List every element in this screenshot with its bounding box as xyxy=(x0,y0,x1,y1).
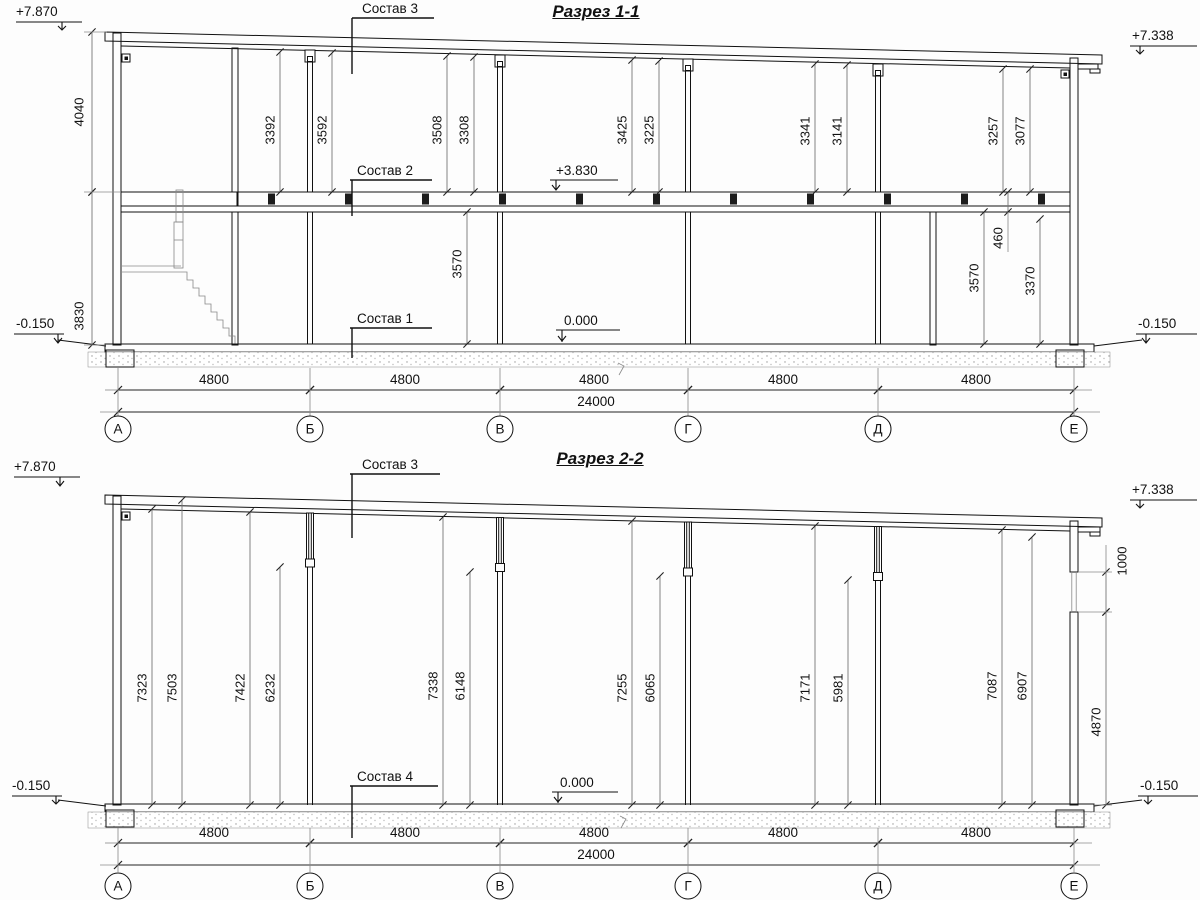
section1-bay-dim: 3141 xyxy=(829,116,845,146)
section2-bay-dim: 5981 xyxy=(830,673,846,703)
section1-axis-g: Г xyxy=(684,421,692,437)
section1-bay-dim: 3392 xyxy=(262,115,278,145)
section2-bay-dim: 7503 xyxy=(164,673,180,703)
section2-elev-top-right: +7.338 xyxy=(1132,482,1174,497)
section2-span-dim: 4800 xyxy=(198,825,230,840)
section2-axis-v: В xyxy=(495,878,505,894)
section2-bay-dim: 6232 xyxy=(262,673,278,703)
section1-dim-clear-right2: 3370 xyxy=(1022,266,1038,296)
section1-dim-clear-mid: 3570 xyxy=(449,249,465,279)
section2-bay-dim: 6065 xyxy=(642,673,658,703)
section1-span-dim: 4800 xyxy=(960,372,992,387)
section2-bay-dim: 7171 xyxy=(797,673,813,703)
section2-bay-dim: 6907 xyxy=(1014,671,1030,701)
section1-axis-v: В xyxy=(495,421,505,437)
section1-elev-bottom-right: -0.150 xyxy=(1138,316,1177,331)
section2-bay-dim: 7338 xyxy=(425,671,441,701)
section1-span-dim: 4800 xyxy=(198,372,230,387)
section1-layer-label-2: Состав 2 xyxy=(357,163,413,178)
section1-dim-story-lower: 3830 xyxy=(71,301,87,331)
section2-elev-bottom-right: -0.150 xyxy=(1140,778,1179,793)
section1-elev-top-left: +7.870 xyxy=(16,4,58,19)
section1-dim-clear-right: 3570 xyxy=(966,263,982,293)
section1-bay-dim: 3508 xyxy=(429,115,445,145)
section1-title: Разрез 1-1 xyxy=(552,2,640,21)
section1-layer-label-1: Состав 1 xyxy=(357,311,413,326)
section1-bay-dim: 3257 xyxy=(985,116,1001,146)
section1-bay-dim: 3341 xyxy=(797,116,813,146)
section2-axis-g: Г xyxy=(684,878,692,894)
section2-elev-top-left: +7.870 xyxy=(14,459,56,474)
section1-elev-floor: 0.000 xyxy=(564,313,598,328)
section1-axis-a: А xyxy=(113,421,123,437)
section2-bay-dim: 7087 xyxy=(984,671,1000,701)
section2-elev-floor: 0.000 xyxy=(560,775,594,790)
section2-span-dim: 4800 xyxy=(389,825,421,840)
section1-elev-slab: +3.830 xyxy=(556,163,598,178)
section2-span-dim: 4800 xyxy=(960,825,992,840)
section2-layer-label-3: Состав 3 xyxy=(362,457,418,472)
section1-total-dim: 24000 xyxy=(577,394,615,409)
section2-dim-sill: 4870 xyxy=(1088,707,1104,737)
section1-elev-bottom-left: -0.150 xyxy=(16,316,55,331)
section2-span-dim: 4800 xyxy=(767,825,799,840)
section1-bay-dim: 3425 xyxy=(614,115,630,145)
section2-axis-d: Д xyxy=(873,878,883,894)
section1-axis-e: Е xyxy=(1069,421,1079,437)
section1-bay-dim: 3308 xyxy=(456,115,472,145)
section2-bay-dim: 6148 xyxy=(452,671,468,701)
section1-bay-dim: 3225 xyxy=(641,115,657,145)
section2-axis-a: А xyxy=(113,878,123,894)
section2-dim-window: 1000 xyxy=(1114,546,1130,576)
section1-dim-slab-beam: 460 xyxy=(990,227,1006,249)
section1-dim-story-upper: 4040 xyxy=(71,97,87,127)
section1-span-dim: 4800 xyxy=(389,372,421,387)
section2-total-dim: 24000 xyxy=(577,847,615,862)
section2-title: Разрез 2-2 xyxy=(556,449,644,468)
section1-bay-dim: 3592 xyxy=(314,115,330,145)
section2-elev-bottom-left: -0.150 xyxy=(12,778,51,793)
section2-axis-b: Б xyxy=(305,878,315,894)
section2-bay-dim: 7422 xyxy=(232,673,248,703)
section1-span-dim: 4800 xyxy=(578,372,610,387)
section2-layer-label-4: Состав 4 xyxy=(357,769,413,784)
section1-axis-b: Б xyxy=(305,421,315,437)
section1-bay-dim: 3077 xyxy=(1012,116,1028,146)
section2-span-dim: 4800 xyxy=(578,825,610,840)
section1-span-dim: 4800 xyxy=(767,372,799,387)
section2-axis-e: Е xyxy=(1069,878,1079,894)
section1-layer-label-3: Состав 3 xyxy=(362,1,418,16)
section2-bay-dim: 7323 xyxy=(134,673,150,703)
section1-axis-d: Д xyxy=(873,421,883,437)
section2-bay-dim: 7255 xyxy=(614,673,630,703)
section1-elev-top-right: +7.338 xyxy=(1132,28,1174,43)
